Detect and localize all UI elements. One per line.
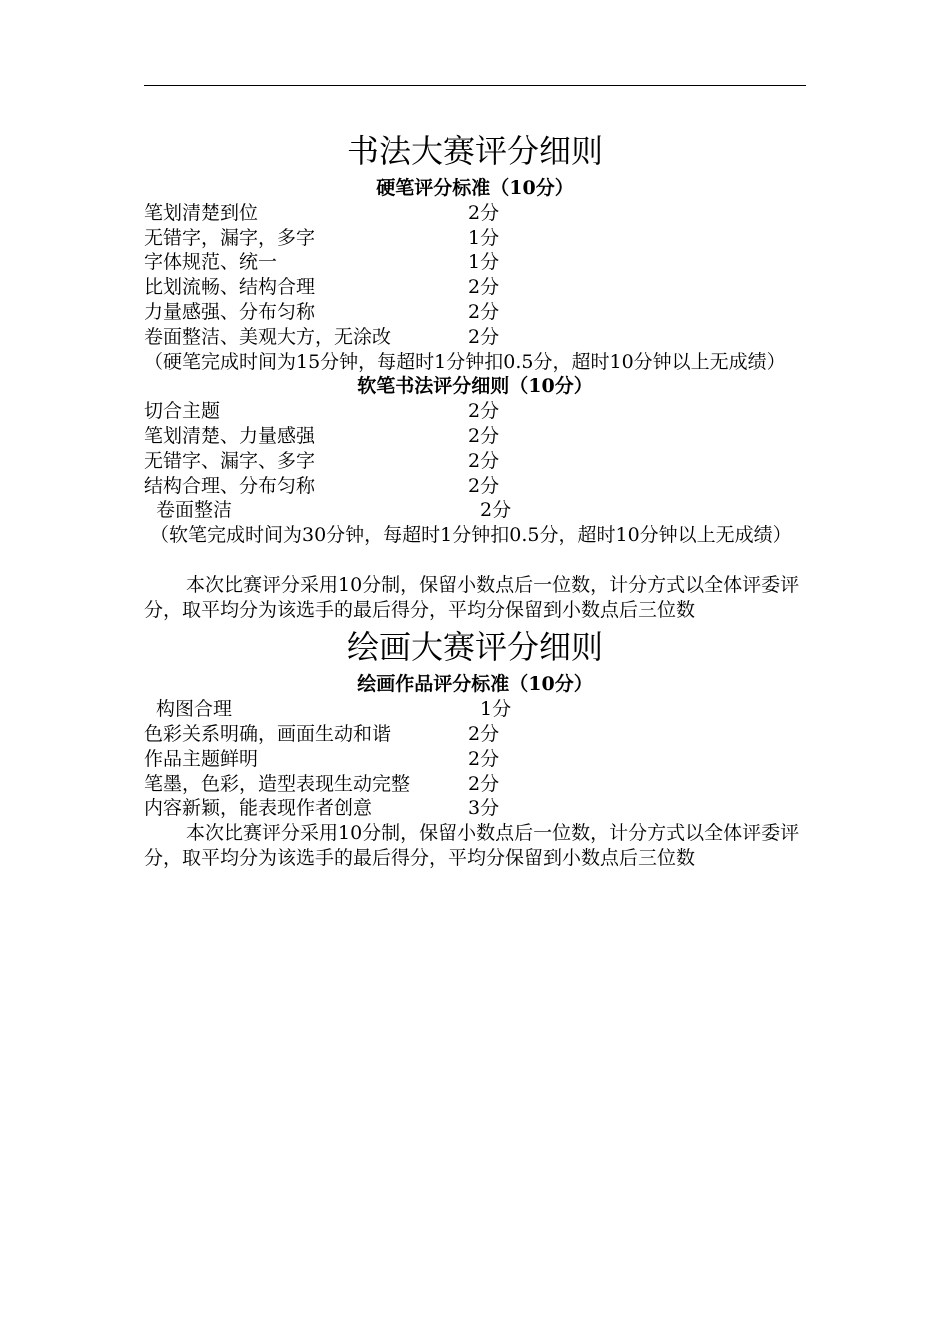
criterion-text: 卷面整洁 — [156, 499, 233, 522]
document-body — [144, 126, 806, 871]
painting-criteria-list — [144, 697, 806, 821]
criteria-row — [144, 474, 806, 499]
criteria-row — [144, 275, 806, 300]
criteria-row — [144, 201, 806, 226]
criterion-points: 2分 — [468, 325, 500, 348]
criterion-points: 1分 — [480, 698, 512, 721]
criterion-text: 字体规范、统一 — [144, 251, 278, 274]
hard-pen-time-note: （硬笔完成时间为15分钟，每超时1分钟扣0.5分，超时10分钟以上无成绩） — [144, 350, 786, 373]
criterion-text: 笔墨，色彩，造型表现生动完整 — [144, 772, 411, 795]
criteria-row — [144, 250, 806, 275]
calligraphy-scoring-paragraph: 本次比赛评分采用10分制，保留小数点后一位数，计分方式以全体评委评分，取平均分为该选手的最后得分，平均分保留到小数点后三位数 — [144, 573, 800, 621]
criterion-points: 2分 — [468, 722, 500, 745]
criterion-text: 构图合理 — [156, 698, 233, 721]
criterion-text: 力量感强、分布匀称 — [144, 300, 316, 323]
criterion-text: 笔划清楚到位 — [144, 201, 259, 224]
criterion-points: 2分 — [468, 201, 500, 224]
soft-pen-heading: 软笔书法评分细则（10分） — [357, 375, 593, 398]
criterion-text: 卷面整洁、美观大方，无涂改 — [144, 325, 392, 348]
criterion-points: 2分 — [468, 276, 500, 299]
criteria-row — [144, 747, 806, 772]
soft-pen-time-note: （软笔完成时间为30分钟，每超时1分钟扣0.5分，超时10分钟以上无成绩） — [150, 524, 792, 547]
painting-heading: 绘画作品评分标准（10分） — [357, 673, 593, 696]
criteria-row — [144, 449, 806, 474]
criterion-points: 2分 — [468, 400, 500, 423]
header-rule — [144, 85, 806, 86]
criterion-points: 1分 — [468, 226, 500, 249]
criterion-text: 色彩关系明确，画面生动和谐 — [144, 722, 392, 745]
criterion-points: 2分 — [468, 300, 500, 323]
criterion-text: 无错字，漏字，多字 — [144, 226, 316, 249]
calligraphy-title: 书法大赛评分细则 — [346, 132, 603, 170]
criterion-text: 比划流畅、结构合理 — [144, 276, 316, 299]
criteria-row — [144, 498, 806, 523]
criterion-points: 2分 — [468, 424, 500, 447]
painting-title: 绘画大赛评分细则 — [346, 628, 603, 667]
criteria-row — [144, 772, 806, 797]
criterion-points: 1分 — [468, 251, 500, 274]
criterion-points: 2分 — [468, 449, 500, 472]
criteria-row — [144, 226, 806, 251]
blank-line — [144, 548, 806, 573]
criterion-points: 2分 — [480, 499, 512, 522]
criteria-row — [144, 300, 806, 325]
criterion-text: 切合主题 — [144, 400, 221, 423]
criterion-points: 2分 — [468, 474, 500, 497]
criterion-points: 3分 — [468, 797, 500, 820]
criterion-text: 无错字、漏字、多字 — [144, 449, 316, 472]
criterion-points: 2分 — [468, 772, 500, 795]
criterion-text: 内容新颖，能表现作者创意 — [144, 797, 373, 820]
painting-scoring-paragraph: 本次比赛评分采用10分制，保留小数点后一位数，计分方式以全体评委评分，取平均分为该选手的最后得分，平均分保留到小数点后三位数 — [144, 822, 800, 869]
criteria-row — [144, 399, 806, 424]
criteria-row — [144, 424, 806, 449]
criterion-points: 2分 — [468, 747, 500, 770]
hard-pen-criteria-list — [144, 201, 806, 350]
criteria-row — [144, 325, 806, 350]
criterion-text: 笔划清楚、力量感强 — [144, 424, 316, 447]
soft-pen-criteria-list — [144, 399, 806, 523]
criteria-row — [144, 722, 806, 747]
criteria-row — [144, 697, 806, 722]
criterion-text: 作品主题鲜明 — [144, 747, 259, 770]
criteria-row — [144, 796, 806, 821]
hard-pen-heading: 硬笔评分标准（10分） — [376, 177, 574, 199]
criterion-text: 结构合理、分布匀称 — [144, 474, 316, 497]
